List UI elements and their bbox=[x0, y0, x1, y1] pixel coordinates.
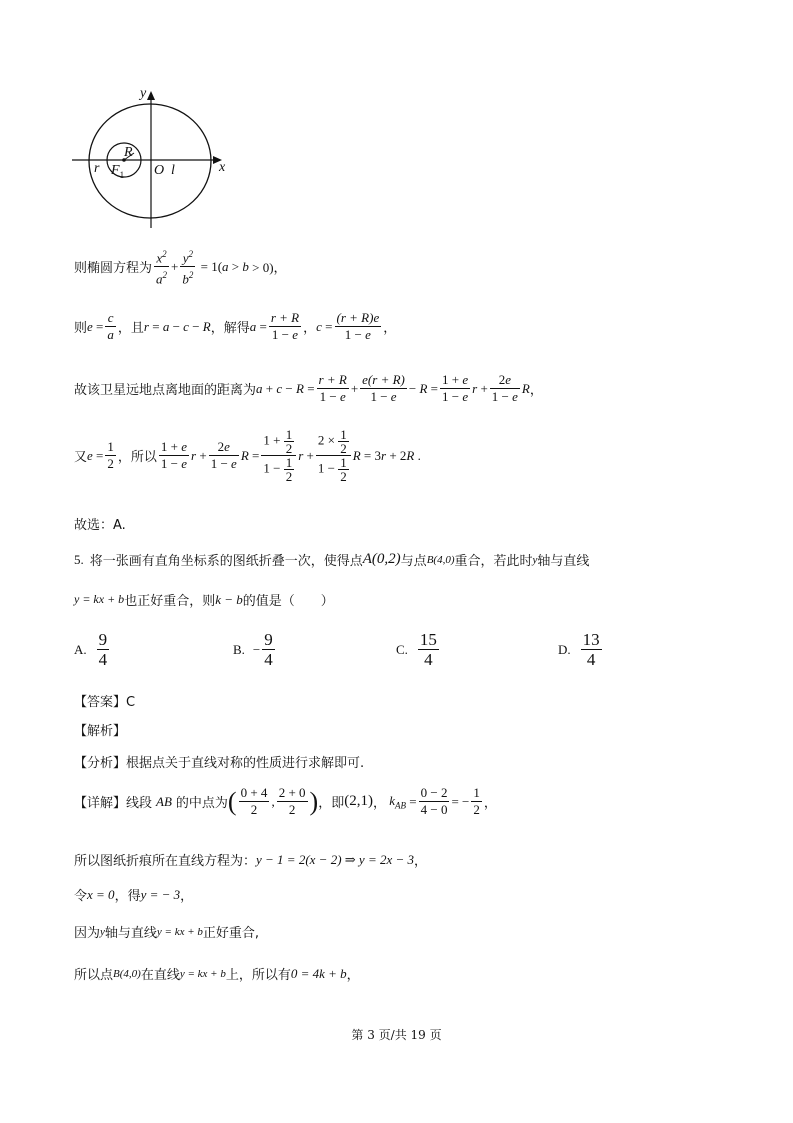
option-c: C. $\frac{15}{4}$ bbox=[396, 630, 437, 669]
let-x-zero-line: 令 x = 0 ，得 y = − 3 ， bbox=[74, 886, 194, 904]
option-b: B. − $\frac{9}{4}$ bbox=[233, 630, 273, 669]
question-number: 5. bbox=[74, 551, 84, 567]
line-eccentricity: 则 e = $\frac{c}{a}$ ，且 r = a − c − R ，解得 a = $\frac{r + R}{1 - e}$ ， c = $\frac{(r + R)e}{1 - e}$ ， bbox=[74, 310, 397, 342]
question-text-3: 重合，若此时 bbox=[454, 554, 533, 569]
s4-eq: y = kx + b bbox=[179, 967, 226, 980]
answer-choice-a: 故选：A. bbox=[74, 518, 126, 533]
line2-solve: ，解得 bbox=[210, 321, 250, 336]
axis-y-label: y bbox=[532, 553, 538, 566]
s3-eq: y = kx + b bbox=[156, 925, 203, 938]
ellipse-figure bbox=[60, 82, 240, 232]
point-b-line: 所以点 B(4,0) 在直线 y = kx + b 上，所以有 0 = 4k + b ， bbox=[74, 965, 360, 983]
s3-mid: 轴与直线 bbox=[104, 926, 157, 941]
line3-prefix: 故该卫星远地点离地面的距离为 bbox=[74, 383, 257, 398]
s2-y: y = − 3 bbox=[140, 886, 181, 902]
figure-label-R: R bbox=[124, 145, 133, 160]
analysis-tag: 【解析】 bbox=[74, 724, 127, 739]
s1-prefix: 所以图纸折痕所在直线方程为： bbox=[74, 854, 257, 869]
s3-suffix: 正好重合, bbox=[202, 926, 260, 941]
expr-k-minus-b: k − b bbox=[215, 591, 243, 607]
s4-final: 0 = 4k + b bbox=[290, 965, 347, 981]
nested-frac-2: 2 × $\frac{1}{2}$ 1 − $\frac{1}{2}$ bbox=[316, 428, 351, 483]
line2-and: ，且 bbox=[117, 321, 144, 336]
because-line bbox=[74, 922, 259, 941]
s4-suffix: 上，所以有 bbox=[225, 968, 291, 983]
y-axis-arrow bbox=[147, 91, 155, 100]
question-text-4: 轴与直线 bbox=[537, 554, 590, 569]
s4-mid: 在直线 bbox=[140, 968, 180, 983]
question-5-line2 bbox=[74, 590, 334, 609]
point-b: B(4,0) bbox=[426, 553, 455, 566]
page-footer: 第 3 页/共 19 页 bbox=[351, 1028, 442, 1042]
s3-prefix: 因为 bbox=[74, 926, 101, 941]
fenxi-text: 【分析】根据点关于直线对称的性质进行求解即可. bbox=[74, 756, 365, 771]
detail-mid: 的中点为 bbox=[175, 796, 228, 811]
s2-prefix: 令 bbox=[74, 889, 88, 904]
figure-label-F1: $F_1$ bbox=[111, 163, 125, 180]
line1-prefix: 则椭圆方程为 bbox=[74, 261, 153, 277]
option-a: A. $\frac{9}{4}$ bbox=[74, 630, 108, 669]
question-text-6: 的值是（ ） bbox=[242, 594, 334, 609]
frac-x2-a2: $\frac{x^2}{a^2}$ bbox=[154, 246, 169, 288]
crease-line: 所以图纸折痕所在直线方程为： y − 1 = 2(x − 2) ⇒ y = 2x − 3 ， bbox=[74, 851, 428, 869]
detail-line: 【详解】线段 AB 的中点为 ( $\frac{0 + 4}{2}$ , $\frac{2 + 0}{2}$ ) ，即 (2,1) ， $k_{AB}$ = $\frac{0 - 2}{4 - 0}$ = − $\frac{1}{2}$ ， bbox=[74, 785, 497, 817]
figure-label-O: O bbox=[154, 163, 165, 178]
line-apogee-distance: 故该卫星远地点离地面的距离为 a + c − R = $\frac{r + R}{1 - e}$ + $\frac{e(r + R)}{1 - e}$ − R = $\frac{1 + e}{1 - e}$ r + $\frac{2e}{1 - e}$ R ， bbox=[74, 372, 543, 404]
line-ellipse-equation: 则椭圆方程为 $\frac{x^2}{a^2}$ + $\frac{y^2}{b^2}$ = 1( a > b > 0)， bbox=[74, 246, 287, 288]
segment-ab: AB bbox=[156, 793, 172, 809]
line2-prefix: 则 bbox=[74, 321, 88, 336]
question-text-1: 将一张画有直角坐标系的图纸折叠一次，使得点 bbox=[89, 554, 363, 569]
question-5-line1 bbox=[74, 550, 589, 569]
detail-ji: ，即 bbox=[318, 796, 345, 811]
point-a: A(0,2) bbox=[362, 551, 401, 567]
option-d: D. $\frac{13}{4}$ bbox=[558, 630, 600, 669]
line4-so: ，所以 bbox=[117, 450, 157, 465]
figure-label-y: y bbox=[140, 86, 147, 101]
line4-prefix: 又 bbox=[74, 450, 88, 465]
line-substitute-e: 又 e = $\frac{1}{2}$ ，所以 $\frac{1 + e}{1 - e}$ r + $\frac{2e}{1 - e}$ R = 1 + $\frac{1}{2}$ 1 − $\frac{1}{2}$ r + 2 × $\frac{1}{2}$ 1 − $\frac{1}{2}$ R = 3 r + 2 R . bbox=[74, 427, 421, 484]
s4-point: B(4,0) bbox=[113, 967, 141, 980]
figure-label-x: x bbox=[219, 160, 226, 175]
detail-prefix: 【详解】线段 bbox=[74, 796, 153, 811]
figure-label-r: r bbox=[94, 161, 100, 176]
figure-label-l: l bbox=[171, 163, 175, 178]
s4-prefix: 所以点 bbox=[74, 968, 114, 983]
s2-x: x = 0 bbox=[87, 886, 115, 902]
nested-frac-1: 1 + $\frac{1}{2}$ 1 − $\frac{1}{2}$ bbox=[261, 428, 296, 483]
answer-tag: 【答案】C bbox=[74, 695, 136, 710]
question-text-5: 也正好重合，则 bbox=[124, 594, 216, 609]
frac-y2-b2: $\frac{y^2}{b^2}$ bbox=[180, 246, 195, 288]
s3-y: y bbox=[100, 925, 105, 938]
question-text-2: 与点 bbox=[400, 554, 427, 569]
s1-equation: y − 1 = 2(x − 2) ⇒ y = 2x − 3 bbox=[256, 851, 415, 867]
line-equation: y = kx + b bbox=[74, 592, 125, 606]
s2-mid: ，得 bbox=[114, 889, 141, 904]
